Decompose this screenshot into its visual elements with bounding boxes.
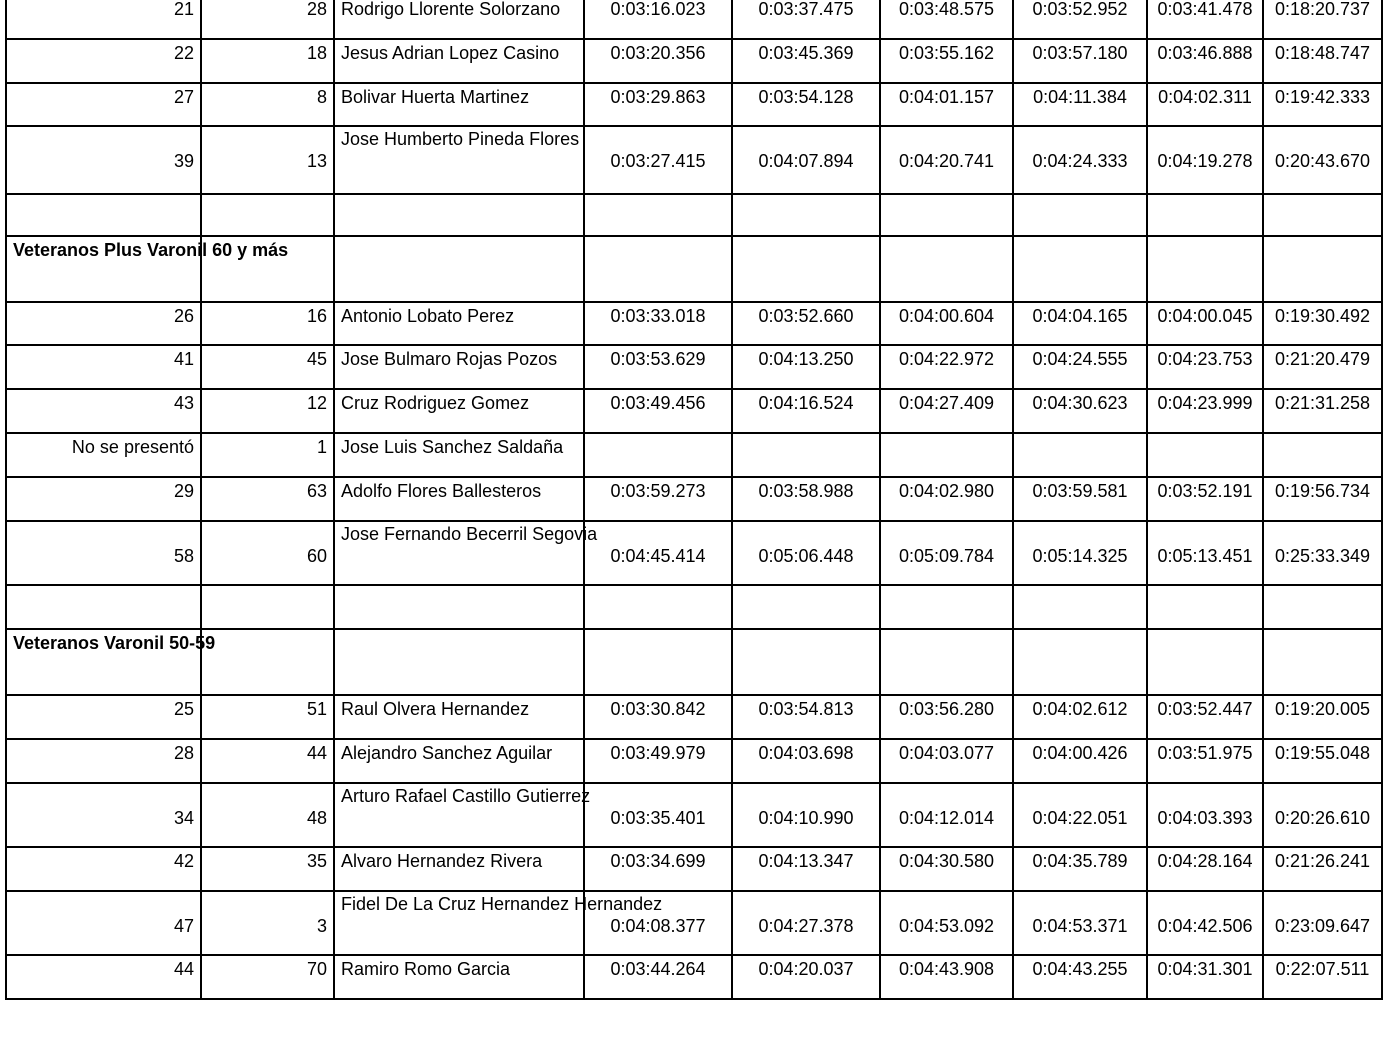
- empty-cell: [1013, 585, 1147, 629]
- lap-4-time-cell: 0:04:11.384: [1013, 83, 1147, 126]
- lap-2-time-cell: 0:04:27.378: [732, 891, 880, 955]
- lap-4-time-cell: 0:04:04.165: [1013, 302, 1147, 345]
- lap-5-time-cell: 0:03:41.478: [1147, 0, 1263, 39]
- bib-number-cell: 28: [201, 0, 334, 39]
- total-time-cell: 0:19:42.333: [1263, 83, 1382, 126]
- empty-cell: [584, 585, 732, 629]
- empty-cell: [732, 585, 880, 629]
- lap-1-time-cell: 0:03:59.273: [584, 477, 732, 521]
- total-time-cell: 0:22:07.511: [1263, 955, 1382, 999]
- lap-2-time-cell: 0:05:06.448: [732, 521, 880, 585]
- bib-number-cell: 35: [201, 847, 334, 891]
- lap-5-time-cell: 0:04:19.278: [1147, 126, 1263, 194]
- lap-1-time-cell: 0:03:44.264: [584, 955, 732, 999]
- lap-4-time-cell: 0:03:52.952: [1013, 0, 1147, 39]
- lap-3-time-cell: 0:04:03.077: [880, 739, 1013, 783]
- bib-number-cell: 8: [201, 83, 334, 126]
- athlete-name-cell: Jose Humberto Pineda Flores: [334, 126, 584, 194]
- bib-number-cell: 60: [201, 521, 334, 585]
- lap-2-time-cell: 0:03:45.369: [732, 39, 880, 83]
- lap-1-time-cell: 0:04:08.377: [584, 891, 732, 955]
- bib-number-cell: 18: [201, 39, 334, 83]
- total-time-cell: 0:19:56.734: [1263, 477, 1382, 521]
- empty-cell: [1147, 236, 1263, 302]
- lap-1-time-cell: 0:04:45.414: [584, 521, 732, 585]
- athlete-name-cell: Jose Fernando Becerril Segovia: [334, 521, 584, 585]
- lap-4-time-cell: 0:04:24.555: [1013, 345, 1147, 389]
- bib-number-cell: 13: [201, 126, 334, 194]
- empty-cell: [1263, 194, 1382, 236]
- table-row: [6, 847, 1382, 891]
- total-time-cell: 0:20:43.670: [1263, 126, 1382, 194]
- results-table: [5, 0, 1383, 1000]
- lap-2-time-cell: 0:04:16.524: [732, 389, 880, 433]
- position-cell: 21: [6, 0, 201, 39]
- lap-5-time-cell: 0:04:23.753: [1147, 345, 1263, 389]
- athlete-name-cell: Alejandro Sanchez Aguilar: [334, 739, 584, 783]
- position-cell: 27: [6, 83, 201, 126]
- lap-2-time-cell: 0:03:54.813: [732, 695, 880, 739]
- athlete-name-cell: Arturo Rafael Castillo Gutierrez: [334, 783, 584, 847]
- table-row: [6, 302, 1382, 345]
- empty-cell: [1147, 585, 1263, 629]
- lap-5-time-cell: 0:04:00.045: [1147, 302, 1263, 345]
- empty-cell: [6, 194, 201, 236]
- lap-2-time-cell: 0:03:54.128: [732, 83, 880, 126]
- empty-cell: [880, 585, 1013, 629]
- table-row: [6, 83, 1382, 126]
- athlete-name-cell: Cruz Rodriguez Gomez: [334, 389, 584, 433]
- lap-5-time-cell: 0:04:23.999: [1147, 389, 1263, 433]
- total-time-cell: 0:23:09.647: [1263, 891, 1382, 955]
- position-cell: 39: [6, 126, 201, 194]
- total-time-cell: 0:25:33.349: [1263, 521, 1382, 585]
- position-cell: 41: [6, 345, 201, 389]
- athlete-name-cell: Rodrigo Llorente Solorzano: [334, 0, 584, 39]
- lap-2-time-cell: 0:04:13.250: [732, 345, 880, 389]
- table-row: [6, 0, 1382, 39]
- empty-cell: [1263, 236, 1382, 302]
- position-cell: 26: [6, 302, 201, 345]
- position-cell: 42: [6, 847, 201, 891]
- lap-4-time-cell: 0:05:14.325: [1013, 521, 1147, 585]
- empty-cell: [732, 194, 880, 236]
- lap-3-time-cell: 0:04:01.157: [880, 83, 1013, 126]
- lap-5-time-cell: [1147, 433, 1263, 477]
- lap-3-time-cell: [880, 433, 1013, 477]
- table-row: [6, 783, 1382, 847]
- lap-4-time-cell: 0:04:22.051: [1013, 783, 1147, 847]
- lap-2-time-cell: 0:04:20.037: [732, 955, 880, 999]
- empty-cell: [334, 236, 584, 302]
- lap-4-time-cell: 0:04:53.371: [1013, 891, 1147, 955]
- lap-3-time-cell: 0:04:20.741: [880, 126, 1013, 194]
- athlete-name-cell: Raul Olvera Hernandez: [334, 695, 584, 739]
- table-row: [6, 477, 1382, 521]
- position-cell: 28: [6, 739, 201, 783]
- lap-1-time-cell: 0:03:53.629: [584, 345, 732, 389]
- empty-cell: [732, 236, 880, 302]
- bib-number-cell: 44: [201, 739, 334, 783]
- bib-number-cell: 51: [201, 695, 334, 739]
- lap-2-time-cell: 0:04:13.347: [732, 847, 880, 891]
- total-time-cell: 0:21:20.479: [1263, 345, 1382, 389]
- table-row: [6, 345, 1382, 389]
- lap-2-time-cell: 0:03:37.475: [732, 0, 880, 39]
- lap-4-time-cell: [1013, 433, 1147, 477]
- empty-cell: [880, 629, 1013, 695]
- lap-2-time-cell: 0:03:58.988: [732, 477, 880, 521]
- lap-5-time-cell: 0:04:28.164: [1147, 847, 1263, 891]
- lap-2-time-cell: 0:04:03.698: [732, 739, 880, 783]
- lap-5-time-cell: 0:05:13.451: [1147, 521, 1263, 585]
- lap-1-time-cell: 0:03:49.456: [584, 389, 732, 433]
- table-row: [6, 126, 1382, 194]
- empty-cell: [1013, 629, 1147, 695]
- athlete-name-cell: Jesus Adrian Lopez Casino: [334, 39, 584, 83]
- blank-row: [6, 194, 1382, 236]
- empty-cell: [201, 194, 334, 236]
- category-heading: Veteranos Plus Varonil 60 y más: [6, 236, 201, 302]
- total-time-cell: 0:19:30.492: [1263, 302, 1382, 345]
- position-cell: 22: [6, 39, 201, 83]
- empty-cell: [584, 629, 732, 695]
- total-time-cell: 0:20:26.610: [1263, 783, 1382, 847]
- table-row: [6, 695, 1382, 739]
- empty-cell: [334, 585, 584, 629]
- position-cell: 47: [6, 891, 201, 955]
- total-time-cell: 0:19:55.048: [1263, 739, 1382, 783]
- athlete-name-cell: Fidel De La Cruz Hernandez Hernandez: [334, 891, 584, 955]
- lap-1-time-cell: 0:03:49.979: [584, 739, 732, 783]
- lap-5-time-cell: 0:03:46.888: [1147, 39, 1263, 83]
- lap-4-time-cell: 0:03:59.581: [1013, 477, 1147, 521]
- position-cell: 44: [6, 955, 201, 999]
- bib-number-cell: 12: [201, 389, 334, 433]
- lap-3-time-cell: 0:04:22.972: [880, 345, 1013, 389]
- total-time-cell: 0:21:31.258: [1263, 389, 1382, 433]
- position-cell: 58: [6, 521, 201, 585]
- empty-cell: [334, 194, 584, 236]
- table-row: [6, 433, 1382, 477]
- lap-3-time-cell: 0:04:43.908: [880, 955, 1013, 999]
- athlete-name-cell: Bolivar Huerta Martinez: [334, 83, 584, 126]
- total-time-cell: 0:19:20.005: [1263, 695, 1382, 739]
- total-time-cell: 0:21:26.241: [1263, 847, 1382, 891]
- table-row: [6, 955, 1382, 999]
- athlete-name-cell: Ramiro Romo Garcia: [334, 955, 584, 999]
- bib-number-cell: 48: [201, 783, 334, 847]
- lap-4-time-cell: 0:03:57.180: [1013, 39, 1147, 83]
- athlete-name-cell: Jose Luis Sanchez Saldaña: [334, 433, 584, 477]
- lap-3-time-cell: 0:04:12.014: [880, 783, 1013, 847]
- lap-5-time-cell: 0:04:03.393: [1147, 783, 1263, 847]
- empty-cell: [584, 194, 732, 236]
- lap-4-time-cell: 0:04:30.623: [1013, 389, 1147, 433]
- athlete-name-cell: Jose Bulmaro Rojas Pozos: [334, 345, 584, 389]
- table-row: [6, 39, 1382, 83]
- status-cell: No se presentó: [6, 433, 201, 477]
- table-row: [6, 891, 1382, 955]
- lap-3-time-cell: 0:03:48.575: [880, 0, 1013, 39]
- empty-cell: [201, 629, 334, 695]
- lap-2-time-cell: 0:03:52.660: [732, 302, 880, 345]
- lap-5-time-cell: 0:03:52.191: [1147, 477, 1263, 521]
- lap-4-time-cell: 0:04:35.789: [1013, 847, 1147, 891]
- athlete-name-cell: Alvaro Hernandez Rivera: [334, 847, 584, 891]
- empty-cell: [1013, 194, 1147, 236]
- position-cell: 43: [6, 389, 201, 433]
- position-cell: 25: [6, 695, 201, 739]
- lap-3-time-cell: 0:04:00.604: [880, 302, 1013, 345]
- bib-number-cell: 1: [201, 433, 334, 477]
- lap-1-time-cell: 0:03:29.863: [584, 83, 732, 126]
- bib-number-cell: 63: [201, 477, 334, 521]
- athlete-name-cell: Antonio Lobato Perez: [334, 302, 584, 345]
- lap-4-time-cell: 0:04:43.255: [1013, 955, 1147, 999]
- empty-cell: [732, 629, 880, 695]
- lap-1-time-cell: 0:03:34.699: [584, 847, 732, 891]
- lap-1-time-cell: 0:03:20.356: [584, 39, 732, 83]
- athlete-name-cell: Adolfo Flores Ballesteros: [334, 477, 584, 521]
- bib-number-cell: 70: [201, 955, 334, 999]
- lap-3-time-cell: 0:04:30.580: [880, 847, 1013, 891]
- empty-cell: [584, 236, 732, 302]
- lap-2-time-cell: 0:04:10.990: [732, 783, 880, 847]
- position-cell: 34: [6, 783, 201, 847]
- lap-1-time-cell: 0:03:30.842: [584, 695, 732, 739]
- bib-number-cell: 3: [201, 891, 334, 955]
- lap-3-time-cell: 0:03:55.162: [880, 39, 1013, 83]
- empty-cell: [334, 629, 584, 695]
- lap-1-time-cell: 0:03:35.401: [584, 783, 732, 847]
- category-row: [6, 236, 1382, 302]
- lap-5-time-cell: 0:03:51.975: [1147, 739, 1263, 783]
- lap-5-time-cell: 0:04:42.506: [1147, 891, 1263, 955]
- table-row: [6, 521, 1382, 585]
- empty-cell: [1013, 236, 1147, 302]
- lap-3-time-cell: 0:04:53.092: [880, 891, 1013, 955]
- lap-1-time-cell: 0:03:33.018: [584, 302, 732, 345]
- empty-cell: [201, 585, 334, 629]
- blank-row: [6, 585, 1382, 629]
- category-row: [6, 629, 1382, 695]
- lap-3-time-cell: 0:04:27.409: [880, 389, 1013, 433]
- lap-4-time-cell: 0:04:00.426: [1013, 739, 1147, 783]
- empty-cell: [1147, 194, 1263, 236]
- total-time-cell: 0:18:20.737: [1263, 0, 1382, 39]
- bib-number-cell: 16: [201, 302, 334, 345]
- lap-3-time-cell: 0:04:02.980: [880, 477, 1013, 521]
- lap-1-time-cell: [584, 433, 732, 477]
- position-cell: 29: [6, 477, 201, 521]
- lap-5-time-cell: 0:03:52.447: [1147, 695, 1263, 739]
- lap-5-time-cell: 0:04:31.301: [1147, 955, 1263, 999]
- lap-1-time-cell: 0:03:27.415: [584, 126, 732, 194]
- lap-2-time-cell: [732, 433, 880, 477]
- empty-cell: [880, 194, 1013, 236]
- bib-number-cell: 45: [201, 345, 334, 389]
- table-row: [6, 739, 1382, 783]
- empty-cell: [1263, 629, 1382, 695]
- lap-4-time-cell: 0:04:02.612: [1013, 695, 1147, 739]
- empty-cell: [1263, 585, 1382, 629]
- lap-2-time-cell: 0:04:07.894: [732, 126, 880, 194]
- lap-3-time-cell: 0:05:09.784: [880, 521, 1013, 585]
- empty-cell: [880, 236, 1013, 302]
- empty-cell: [1147, 629, 1263, 695]
- lap-1-time-cell: 0:03:16.023: [584, 0, 732, 39]
- total-time-cell: 0:18:48.747: [1263, 39, 1382, 83]
- total-time-cell: [1263, 433, 1382, 477]
- empty-cell: [6, 585, 201, 629]
- table-row: [6, 389, 1382, 433]
- category-heading: Veteranos Varonil 50-59: [6, 629, 201, 695]
- lap-4-time-cell: 0:04:24.333: [1013, 126, 1147, 194]
- lap-5-time-cell: 0:04:02.311: [1147, 83, 1263, 126]
- lap-3-time-cell: 0:03:56.280: [880, 695, 1013, 739]
